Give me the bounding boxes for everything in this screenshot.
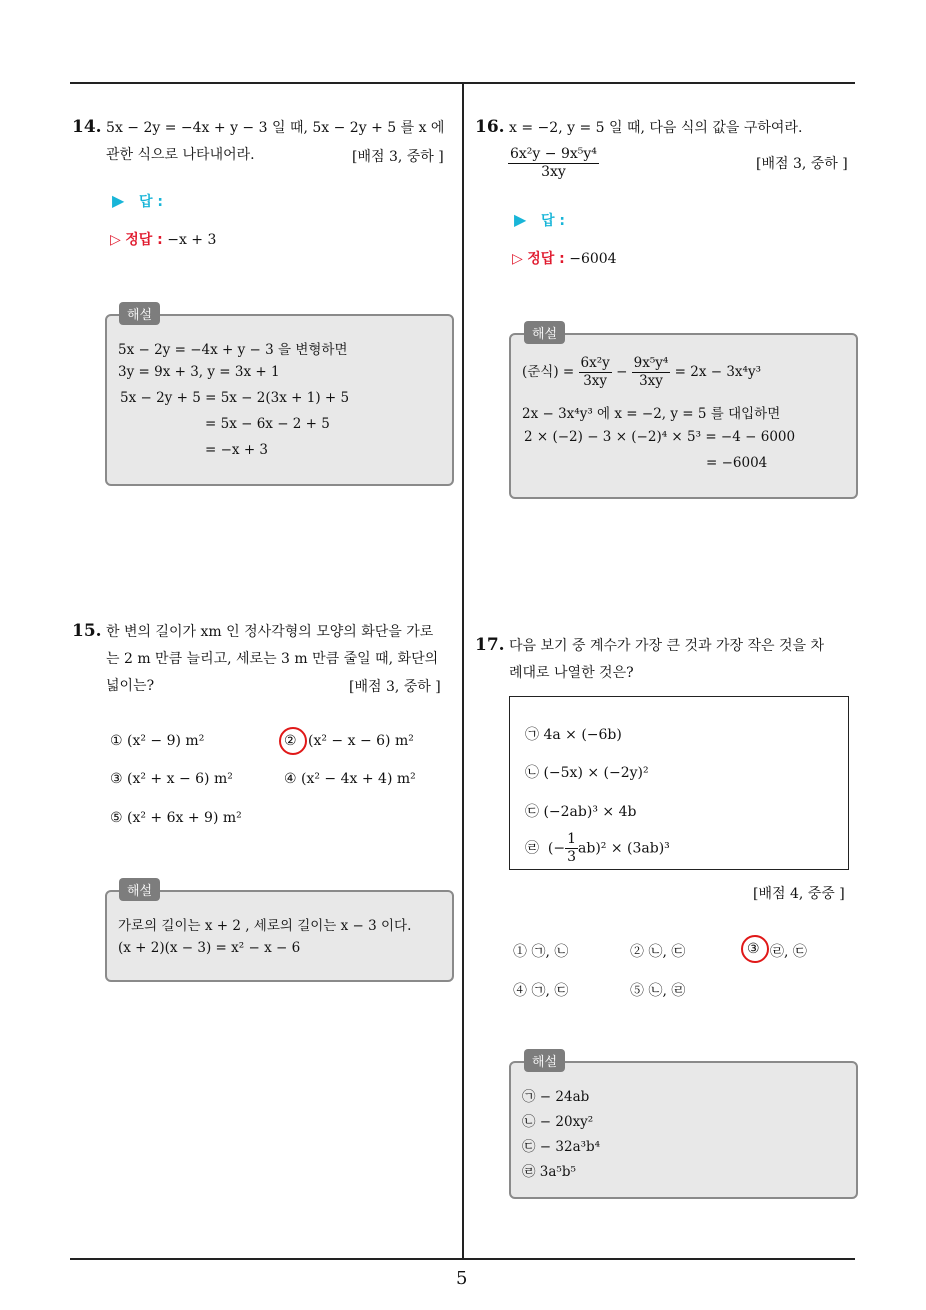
explanation-tag: 해설 xyxy=(119,878,160,901)
expl-line: 5x − 2y + 5 = 5x − 2(3x + 1) + 5 xyxy=(120,390,350,406)
explanation-box xyxy=(509,333,858,499)
option-3[interactable]: ③ (x² + x − 6) m² xyxy=(110,771,233,787)
answer-label: 답 : xyxy=(540,213,565,229)
expl-line: = −6004 xyxy=(706,455,768,471)
expl-line: = −x + 3 xyxy=(205,442,269,458)
fraction-numerator: 1 xyxy=(567,831,577,847)
question-number: 16. xyxy=(475,117,505,137)
fraction-denominator: 3xy xyxy=(639,373,663,389)
fraction xyxy=(508,146,599,181)
option-4[interactable]: ④ (x² − 4x + 4) m² xyxy=(284,771,416,787)
correct-label: 정답 : xyxy=(527,251,565,267)
explanation-tag: 해설 xyxy=(524,321,565,344)
question-number: 17. xyxy=(475,635,505,655)
example-item: ㉠ 4a × (−6b) xyxy=(525,727,622,743)
example-item xyxy=(525,831,670,866)
item-prefix: (− xyxy=(547,840,566,857)
bottom-rule xyxy=(70,1258,855,1260)
option-1[interactable]: ① ㉠, ㉡ xyxy=(513,944,569,960)
expl-line: ㉢ − 32a³b⁴ xyxy=(522,1139,601,1155)
option-1[interactable]: ① (x² − 9) m² xyxy=(110,733,205,749)
page-number: 5 xyxy=(456,1268,468,1289)
fraction-denominator: 3xy xyxy=(583,373,608,389)
example-item: ㉢ (−2ab)³ × 4b xyxy=(525,804,637,820)
correct-answer xyxy=(110,229,216,249)
minus-sign: − xyxy=(616,364,628,380)
question-17 xyxy=(475,632,860,687)
example-box xyxy=(509,696,849,870)
answer-prompt[interactable] xyxy=(514,210,565,230)
expl-formula xyxy=(522,355,761,390)
explanation-box xyxy=(105,890,454,982)
correct-label: 정답 : xyxy=(125,232,163,248)
expl-line: (x + 2)(x − 3) = x² − x − 6 xyxy=(118,940,301,956)
option-2[interactable]: (x² − x − 6) m² xyxy=(308,733,414,749)
outline-triangle-icon: ▷ xyxy=(512,251,523,267)
question-text-line2: 례대로 나열한 것은? xyxy=(509,665,634,681)
question-expression xyxy=(508,146,599,181)
fraction-denominator: 3 xyxy=(567,849,577,865)
example-item: ㉡ (−5x) × (−2y)² xyxy=(525,765,649,781)
expl-line: ㉣ 3a⁵b⁵ xyxy=(522,1164,576,1180)
option-4[interactable]: ④ ㉠, ㉢ xyxy=(513,983,569,999)
question-text-line1: 다음 보기 중 계수가 가장 큰 것과 가장 작은 것을 차 xyxy=(509,638,825,654)
fraction-numerator: 6x²y xyxy=(580,355,610,371)
fraction xyxy=(579,355,612,390)
expl-line: 2 × (−2) − 3 × (−2)⁴ × 5³ = −4 − 6000 xyxy=(524,429,796,445)
explanation-box xyxy=(509,1061,858,1199)
column-divider xyxy=(462,83,464,1259)
expl-lhs: (준식) = xyxy=(522,364,575,380)
correct-value: −x + 3 xyxy=(167,232,217,248)
expl-line: 3y = 9x + 3, y = 3x + 1 xyxy=(118,364,280,380)
fraction-denominator: 3xy xyxy=(541,164,566,180)
correct-value: −6004 xyxy=(569,251,617,267)
fraction xyxy=(565,831,578,866)
explanation-tag: 해설 xyxy=(524,1049,565,1072)
option-2[interactable]: ② ㉡, ㉢ xyxy=(630,944,686,960)
points-label: [배점 3, 중하 ] xyxy=(349,679,441,695)
expl-line: = 5x − 6x − 2 + 5 xyxy=(205,416,330,432)
expl-line: 가로의 길이는 x + 2 , 세로의 길이는 x − 3 이다. xyxy=(118,918,412,934)
item-label: ㉣ xyxy=(525,840,539,857)
answer-prompt[interactable] xyxy=(112,191,163,211)
explanation-tag: 해설 xyxy=(119,302,160,325)
question-text-line1: 한 변의 길이가 xm 인 정사각형의 모양의 화단을 가로 xyxy=(106,624,434,640)
expl-line: 2x − 3x⁴y³ 에 x = −2, y = 5 를 대입하면 xyxy=(522,406,781,422)
question-text-line1: 5x − 2y = −4x + y − 3 일 때, 5x − 2y + 5 를 x 에 xyxy=(106,120,445,136)
points-label: [배점 3, 중하 ] xyxy=(352,149,444,165)
option-3[interactable]: ㉣, ㉢ xyxy=(770,944,807,960)
question-text-line2: 관한 식으로 나타내어라. xyxy=(106,147,255,163)
answer-label: 답 : xyxy=(138,194,163,210)
expl-line: 5x − 2y = −4x + y − 3 을 변형하면 xyxy=(118,342,348,358)
play-icon: ▶ xyxy=(112,191,125,210)
expl-line: ㉠ − 24ab xyxy=(522,1089,590,1105)
question-text-line1: x = −2, y = 5 일 때, 다음 식의 값을 구하여라. xyxy=(509,120,803,136)
outline-triangle-icon: ▷ xyxy=(110,232,121,248)
option-5[interactable]: ⑤ (x² + 6x + 9) m² xyxy=(110,810,242,826)
expl-line: ㉡ − 20xy² xyxy=(522,1114,594,1130)
option-3-number[interactable]: ③ xyxy=(747,941,760,957)
fraction-numerator: 9x⁵y⁴ xyxy=(633,355,669,371)
correct-answer xyxy=(512,248,617,268)
fraction xyxy=(632,355,671,390)
points-label: [배점 3, 중하 ] xyxy=(756,156,848,172)
question-number: 15. xyxy=(72,621,102,641)
question-text-line3: 넓이는? xyxy=(106,678,155,694)
item-rest: ab)² × (3ab)³ xyxy=(578,840,670,857)
question-16 xyxy=(475,114,860,142)
option-5[interactable]: ⑤ ㉡, ㉣ xyxy=(630,983,686,999)
points-label: [배점 4, 중중 ] xyxy=(753,886,845,902)
play-icon: ▶ xyxy=(514,210,527,229)
expl-rhs: = 2x − 3x⁴y³ xyxy=(674,364,761,380)
question-number: 14. xyxy=(72,117,102,137)
option-2-number[interactable]: ② xyxy=(284,733,297,749)
fraction-numerator: 6x²y − 9x⁵y⁴ xyxy=(510,146,597,162)
question-text-line2: 는 2 m 만큼 늘리고, 세로는 3 m 만큼 줄일 때, 화단의 xyxy=(106,651,439,667)
explanation-box xyxy=(105,314,454,486)
